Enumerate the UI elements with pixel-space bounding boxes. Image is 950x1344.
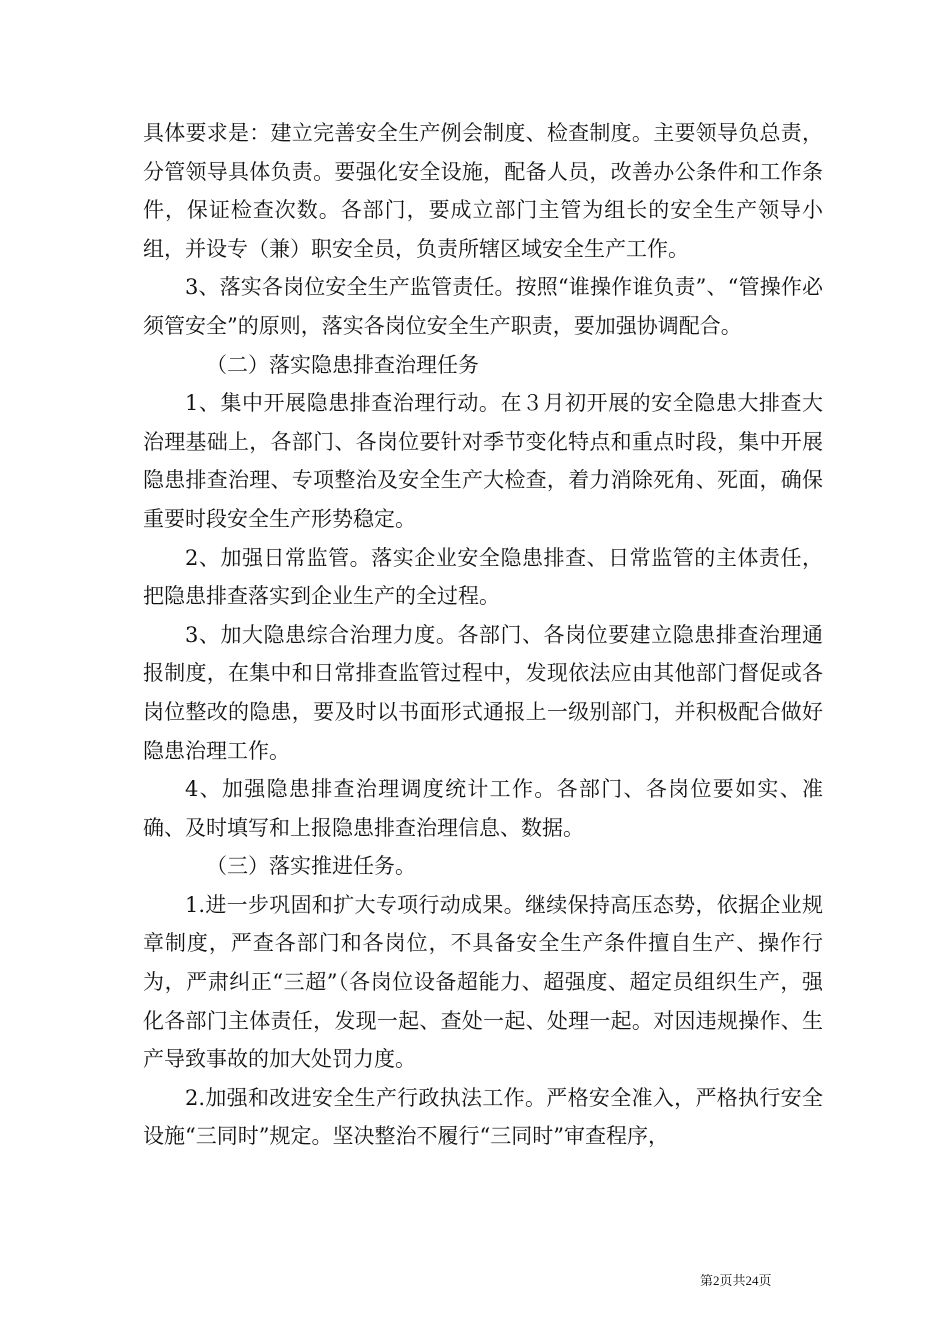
paragraph-item-3-responsibility: 3、落实各岗位安全生产监管责任。按照“谁操作谁负责”、“管操作必须管安全”的原则，落实各岗位安全生产职责，要加强协调配合。 (143, 275, 823, 338)
paragraph-item-2-enforcement: 2.加强和改进安全生产行政执法工作。严格安全准入，严格执行安全设施“三同时”规定。坚决整治不履行“三同时”审查程序， (143, 1085, 823, 1149)
section-heading-3: （三）落实推进任务。 (206, 854, 416, 879)
paragraph-item-4-statistics: 4、加强隐患排查治理调度统计工作。各部门、各岗位要如实、准确、及时填写和上报隐患排查治理信息、数据。 (143, 777, 823, 840)
document-body (143, 114, 823, 1156)
paragraph-requirements: 具体要求是：建立完善安全生产例会制度、检查制度。主要领导负总责，分管领导具体负责。要强化安全设施，配备人员，改善办公条件和工作条件，保证检查次数。各部门，要成立部门主管为组长的安全生产领导小组，并设专（兼）职安全员，负责所辖区域安全生产工作。 (143, 121, 823, 261)
paragraph-item-1-hazard-action: 1、集中开展隐患排查治理行动。在３月初开展的安全隐患大排查大治理基础上，各部门、各岗位要针对季节变化特点和重点时段，集中开展隐患排查治理、专项整治及安全生产大检查，着力消除死角、死面，确保重要时段安全生产形势稳定。 (143, 391, 823, 531)
page-number-footer: 第2页共24页 (700, 1273, 772, 1288)
paragraph-item-3-governance: 3、加大隐患综合治理力度。各部门、各岗位要建立隐患排查治理通报制度，在集中和日常排查监管过程中，发现依法应由其他部门督促或各岗位整改的隐患，要及时以书面形式通报上一级别部门，并积极配合做好隐患治理工作。 (143, 622, 823, 763)
section-heading-2: （二）落实隐患排查治理任务 (206, 352, 479, 377)
paragraph-item-1-consolidate: 1.进一步巩固和扩大专项行动成果。继续保持高压态势，依据企业规章制度，严查各部门和各岗位，不具备安全生产条件擅自生产、操作行为，严肃纠正“三超”（各岗位设备超能力、超强度、超定员组织生产，强化各部门主体责任，发现一起、查处一起、处理一起。对因违规操作、生产导致事故的加大处罚力度。 (143, 892, 823, 1072)
paragraph-item-2-daily-supervision: 2、加强日常监管。落实企业安全隐患排查、日常监管的主体责任，把隐患排查落实到企业生产的全过程。 (143, 545, 823, 609)
